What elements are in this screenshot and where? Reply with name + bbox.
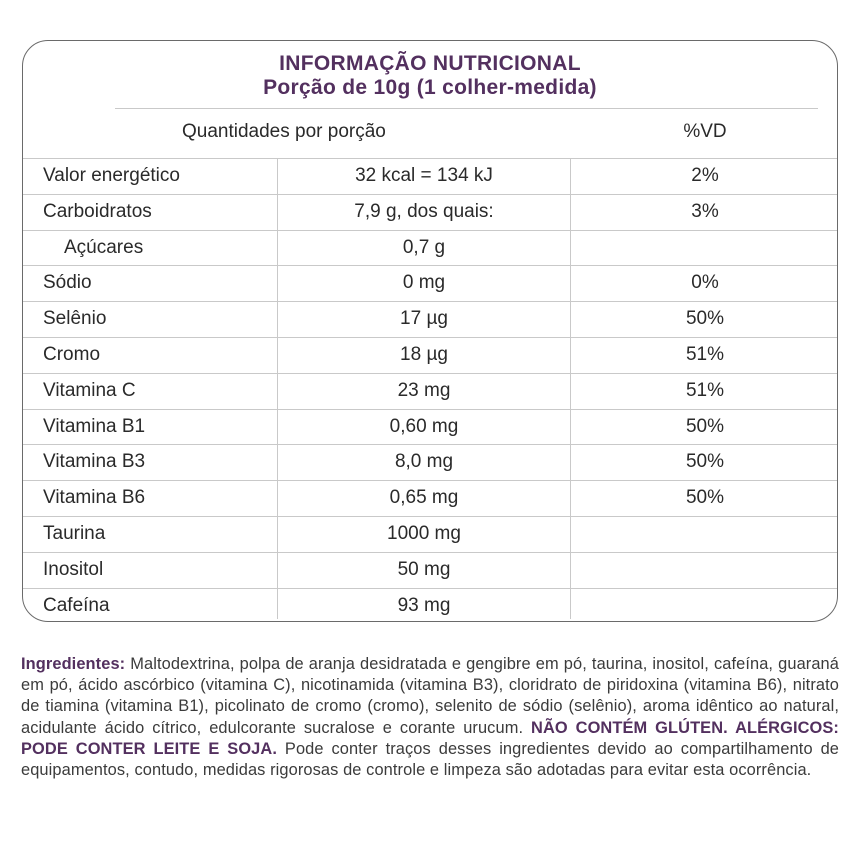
panel-title: INFORMAÇÃO NUTRICIONAL xyxy=(279,52,581,75)
nutrient-quantity: 23 mg xyxy=(397,379,451,401)
nutrient-quantity: 0 mg xyxy=(402,272,446,294)
nutrient-name: Valor energético xyxy=(43,165,180,186)
nutrient-name: Vitamina C xyxy=(43,379,136,401)
nutrient-quantity: 32 kcal = 134 kJ xyxy=(355,165,493,186)
nutrient-name: Inositol xyxy=(43,558,104,580)
nutrient-daily-value: 50% xyxy=(685,415,725,437)
nutrient-daily-value: 0% xyxy=(691,272,719,294)
nutrient-name: Cafeína xyxy=(43,594,110,616)
nutrient-name: Açúcares xyxy=(64,236,144,258)
nutrient-quantity: 1000 mg xyxy=(387,523,461,544)
ingredients-paragraph xyxy=(21,654,839,781)
nutrient-daily-value: 3% xyxy=(691,200,719,222)
nutrient-daily-value xyxy=(570,588,840,624)
nutrient-quantity: 18 µg xyxy=(400,344,448,365)
nutrient-name: Selênio xyxy=(43,308,107,330)
ingredients-label: Ingredientes: xyxy=(21,655,126,673)
nutrient-name: Vitamina B3 xyxy=(43,451,146,473)
nutrient-daily-value xyxy=(570,552,840,588)
nutrient-quantity: 7,9 g, dos quais: xyxy=(354,200,494,222)
serving-size: Porção de 10g (1 colher-medida) xyxy=(263,76,597,99)
nutrient-quantity: 50 mg xyxy=(397,558,451,580)
nutrient-name: Cromo xyxy=(43,344,101,365)
nutrient-name: Vitamina B1 xyxy=(43,415,146,437)
nutrient-daily-value: 2% xyxy=(691,165,719,186)
ingredients-trailing: Pode conter traços desses ingredientes devido ao compartilhamento de equipamentos, contudo, medidas rigorosas de controle e limpeza são adotadas para evitar esta ocorrência. xyxy=(21,739,840,780)
nutrient-quantity: 0,60 mg xyxy=(389,415,459,437)
nutrient-name: Taurina xyxy=(43,523,106,544)
nutrient-quantity: 0,65 mg xyxy=(389,487,459,509)
nutrient-quantity: 0,7 g xyxy=(402,236,446,258)
nutrient-quantity: 93 mg xyxy=(397,594,451,616)
nutrient-daily-value xyxy=(570,230,840,266)
allergen-warning: NÃO CONTÉM GLÚTEN. ALÉRGICOS: PODE CONTER LEITE E SOJA. xyxy=(21,718,839,758)
nutrient-daily-value: 50% xyxy=(685,487,725,509)
nutrient-daily-value xyxy=(570,516,840,552)
ingredients-text: Maltodextrina, polpa de aranja desidratada e gengibre em pó, taurina, inositol, cafeína, guaraná em pó, ácido ascórbico (vitamina C), nicotinamida (vitamina B3), cloridrato de piridoxina (vitamina B6), nitrato de tiamina (vitamina B1), picolinato de cromo (cromo), selenito de sódio (selênio), aroma idêntico ao natural, acidulante ácido cítrico, edulcorante sucralose e corante urucum. xyxy=(21,655,839,737)
nutrient-name: Sódio xyxy=(43,272,92,294)
nutrient-name: Vitamina B6 xyxy=(43,487,146,509)
nutrient-quantity: 17 µg xyxy=(400,308,448,330)
header-quantity: Quantidades por porção xyxy=(182,121,386,142)
nutrient-daily-value: 51% xyxy=(685,344,725,365)
nutrient-name: Carboidratos xyxy=(43,200,152,222)
nutrient-daily-value: 51% xyxy=(685,379,725,401)
title-divider xyxy=(115,108,818,109)
nutrient-daily-value: 50% xyxy=(685,308,725,330)
nutrient-daily-value: 50% xyxy=(685,451,725,473)
header-daily-value: %VD xyxy=(683,121,727,142)
nutrient-quantity: 8,0 mg xyxy=(394,451,454,473)
